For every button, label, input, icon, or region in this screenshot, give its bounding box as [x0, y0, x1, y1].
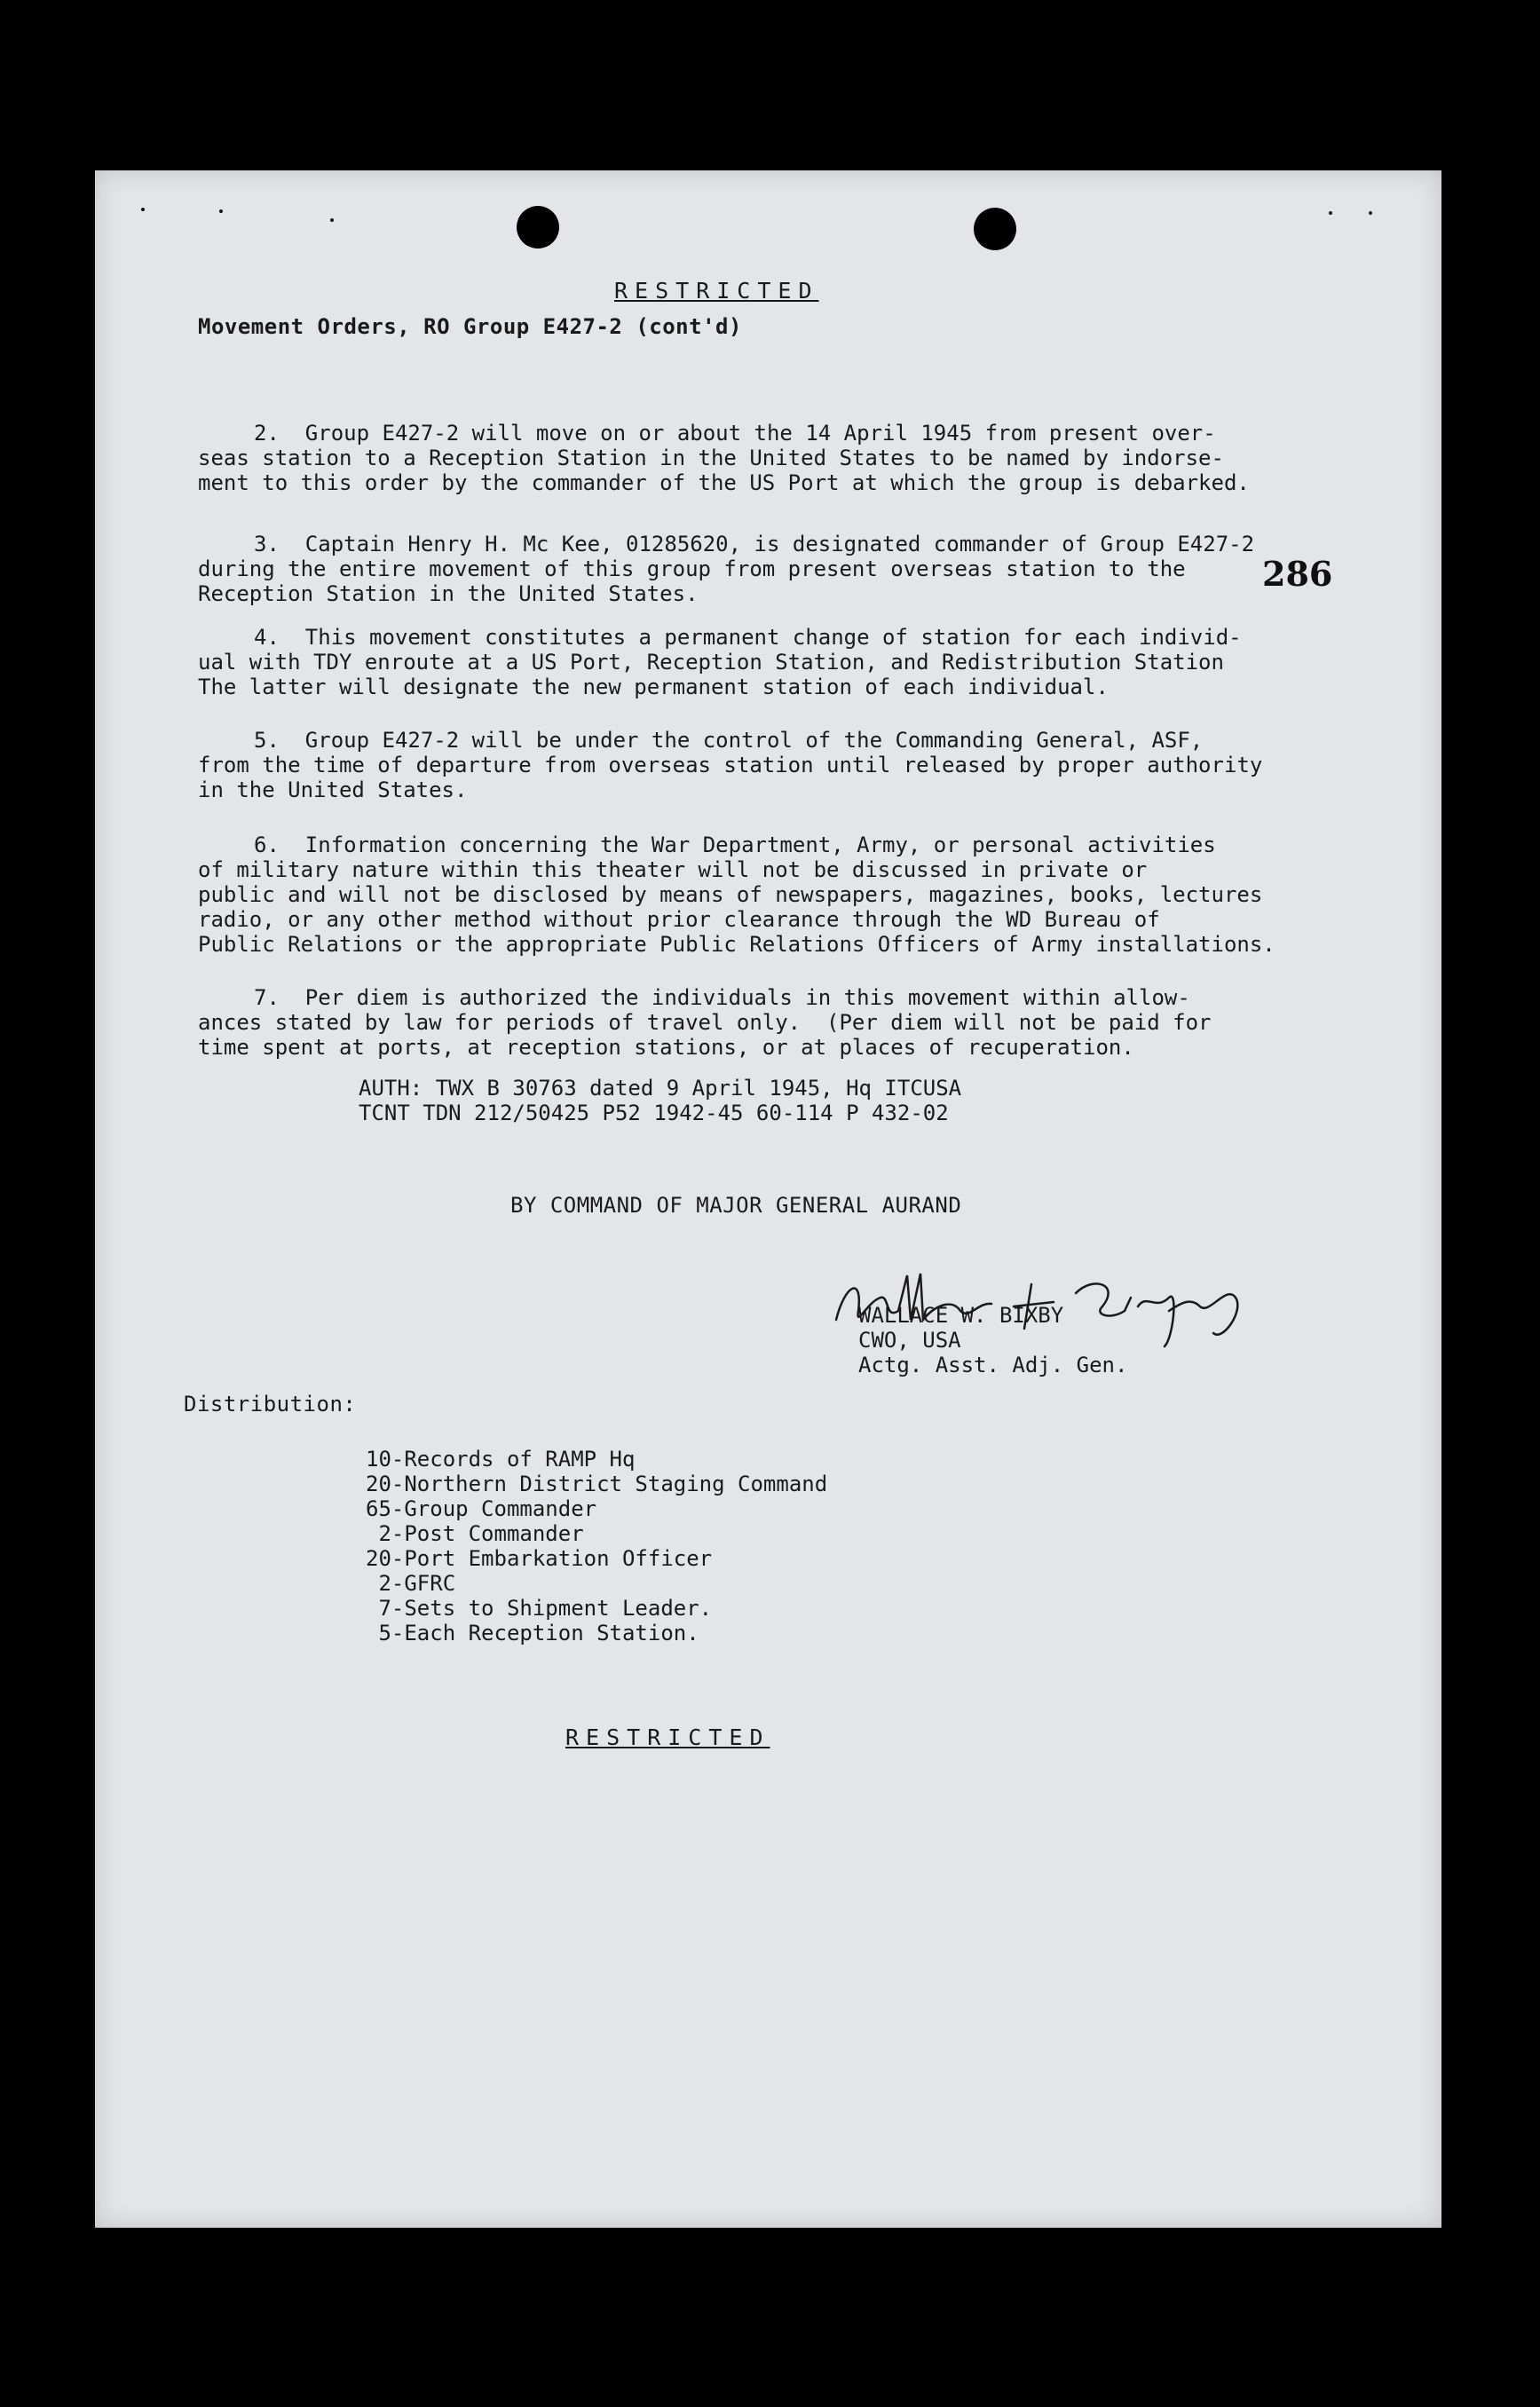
- paragraph-line: public and will not be disclosed by means of newspapers, magazines, books, lectures: [198, 882, 1263, 907]
- distribution-item: 65-Group Commander: [366, 1496, 597, 1521]
- distribution-item: 20-Port Embarkation Officer: [366, 1546, 713, 1571]
- paragraph-2: [198, 421, 1250, 495]
- page-number: 286: [1262, 554, 1333, 594]
- signature-block: [858, 1303, 1127, 1377]
- paragraph-line: 4. This movement constitutes a permanent change of station for each individ-: [254, 625, 1242, 650]
- classification-header: RESTRICTED: [614, 278, 819, 304]
- punch-hole-left: [517, 206, 559, 249]
- distribution-item: 2-Post Commander: [366, 1521, 584, 1546]
- signer-name: WALLACE W. BIXBY: [858, 1303, 1064, 1328]
- paragraph-4: [198, 625, 1242, 699]
- paragraph-6: [198, 833, 1275, 957]
- paragraph-line: seas station to a Reception Station in the United States to be named by indorse-: [198, 446, 1224, 470]
- paragraph-5: [198, 728, 1262, 802]
- paragraph-line: 2. Group E427-2 will move on or about the 14 April 1945 from present over-: [254, 421, 1216, 446]
- authority-block: [359, 1076, 961, 1125]
- speck-mark: [219, 209, 223, 213]
- authority-line: TCNT TDN 212/50425 P52 1942-45 60-114 P 432-02: [359, 1101, 949, 1125]
- distribution-item: 10-Records of RAMP Hq: [366, 1447, 636, 1472]
- paragraph-line: radio, or any other method without prior clearance through the WD Bureau of: [198, 907, 1160, 932]
- speck-mark: [1369, 211, 1372, 215]
- distribution-item: 20-Northern District Staging Command: [366, 1472, 828, 1496]
- paragraph-line: during the entire movement of this group from present overseas station to the: [198, 556, 1186, 581]
- paragraph-line: 7. Per diem is authorized the individuals in this movement within allow-: [254, 985, 1190, 1010]
- authority-line: AUTH: TWX B 30763 dated 9 April 1945, Hq ITCUSA: [359, 1076, 962, 1101]
- paragraph-line: in the United States.: [198, 777, 468, 802]
- paragraph-3: [198, 532, 1254, 606]
- signer-rank: CWO, USA: [858, 1328, 961, 1353]
- distribution-item: 5-Each Reception Station.: [366, 1621, 699, 1645]
- distribution-item: 7-Sets to Shipment Leader.: [366, 1596, 713, 1621]
- paragraph-line: 5. Group E427-2 will be under the control of the Commanding General, ASF,: [254, 728, 1204, 753]
- paragraph-line: from the time of departure from overseas station until released by proper authority: [198, 753, 1263, 777]
- paragraph-line: of military nature within this theater will not be discussed in private or: [198, 857, 1148, 882]
- command-line: BY COMMAND OF MAJOR GENERAL AURAND: [510, 1193, 962, 1218]
- paragraph-line: ual with TDY enroute at a US Port, Reception Station, and Redistribution Station: [198, 650, 1224, 675]
- paragraph-7: [198, 985, 1212, 1060]
- distribution-list: [366, 1447, 827, 1645]
- distribution-item: 2-GFRC: [366, 1571, 456, 1596]
- signer-title: Actg. Asst. Adj. Gen.: [858, 1353, 1128, 1377]
- document-subject: Movement Orders, RO Group E427-2 (cont'd): [198, 314, 742, 339]
- paragraph-line: ances stated by law for periods of travel only. (Per diem will not be paid for: [198, 1010, 1212, 1035]
- document-page: [95, 170, 1441, 2228]
- classification-footer: RESTRICTED: [565, 1724, 770, 1750]
- speck-mark: [330, 218, 334, 222]
- paragraph-line: ment to this order by the commander of the US Port at which the group is debarked.: [198, 470, 1250, 495]
- paragraph-line: 3. Captain Henry H. Mc Kee, 01285620, is designated commander of Group E427-2: [254, 532, 1255, 556]
- paragraph-line: time spent at ports, at reception stations, or at places of recuperation.: [198, 1035, 1134, 1060]
- paragraph-line: 6. Information concerning the War Department, Army, or personal activities: [254, 833, 1216, 857]
- paragraph-line: Public Relations or the appropriate Public Relations Officers of Army installations.: [198, 932, 1275, 957]
- distribution-label: Distribution:: [184, 1392, 357, 1417]
- paragraph-line: Reception Station in the United States.: [198, 581, 699, 606]
- speck-mark: [141, 208, 145, 211]
- speck-mark: [1329, 211, 1332, 215]
- paragraph-line: The latter will designate the new permanent station of each individual.: [198, 675, 1109, 699]
- punch-hole-right: [974, 208, 1016, 250]
